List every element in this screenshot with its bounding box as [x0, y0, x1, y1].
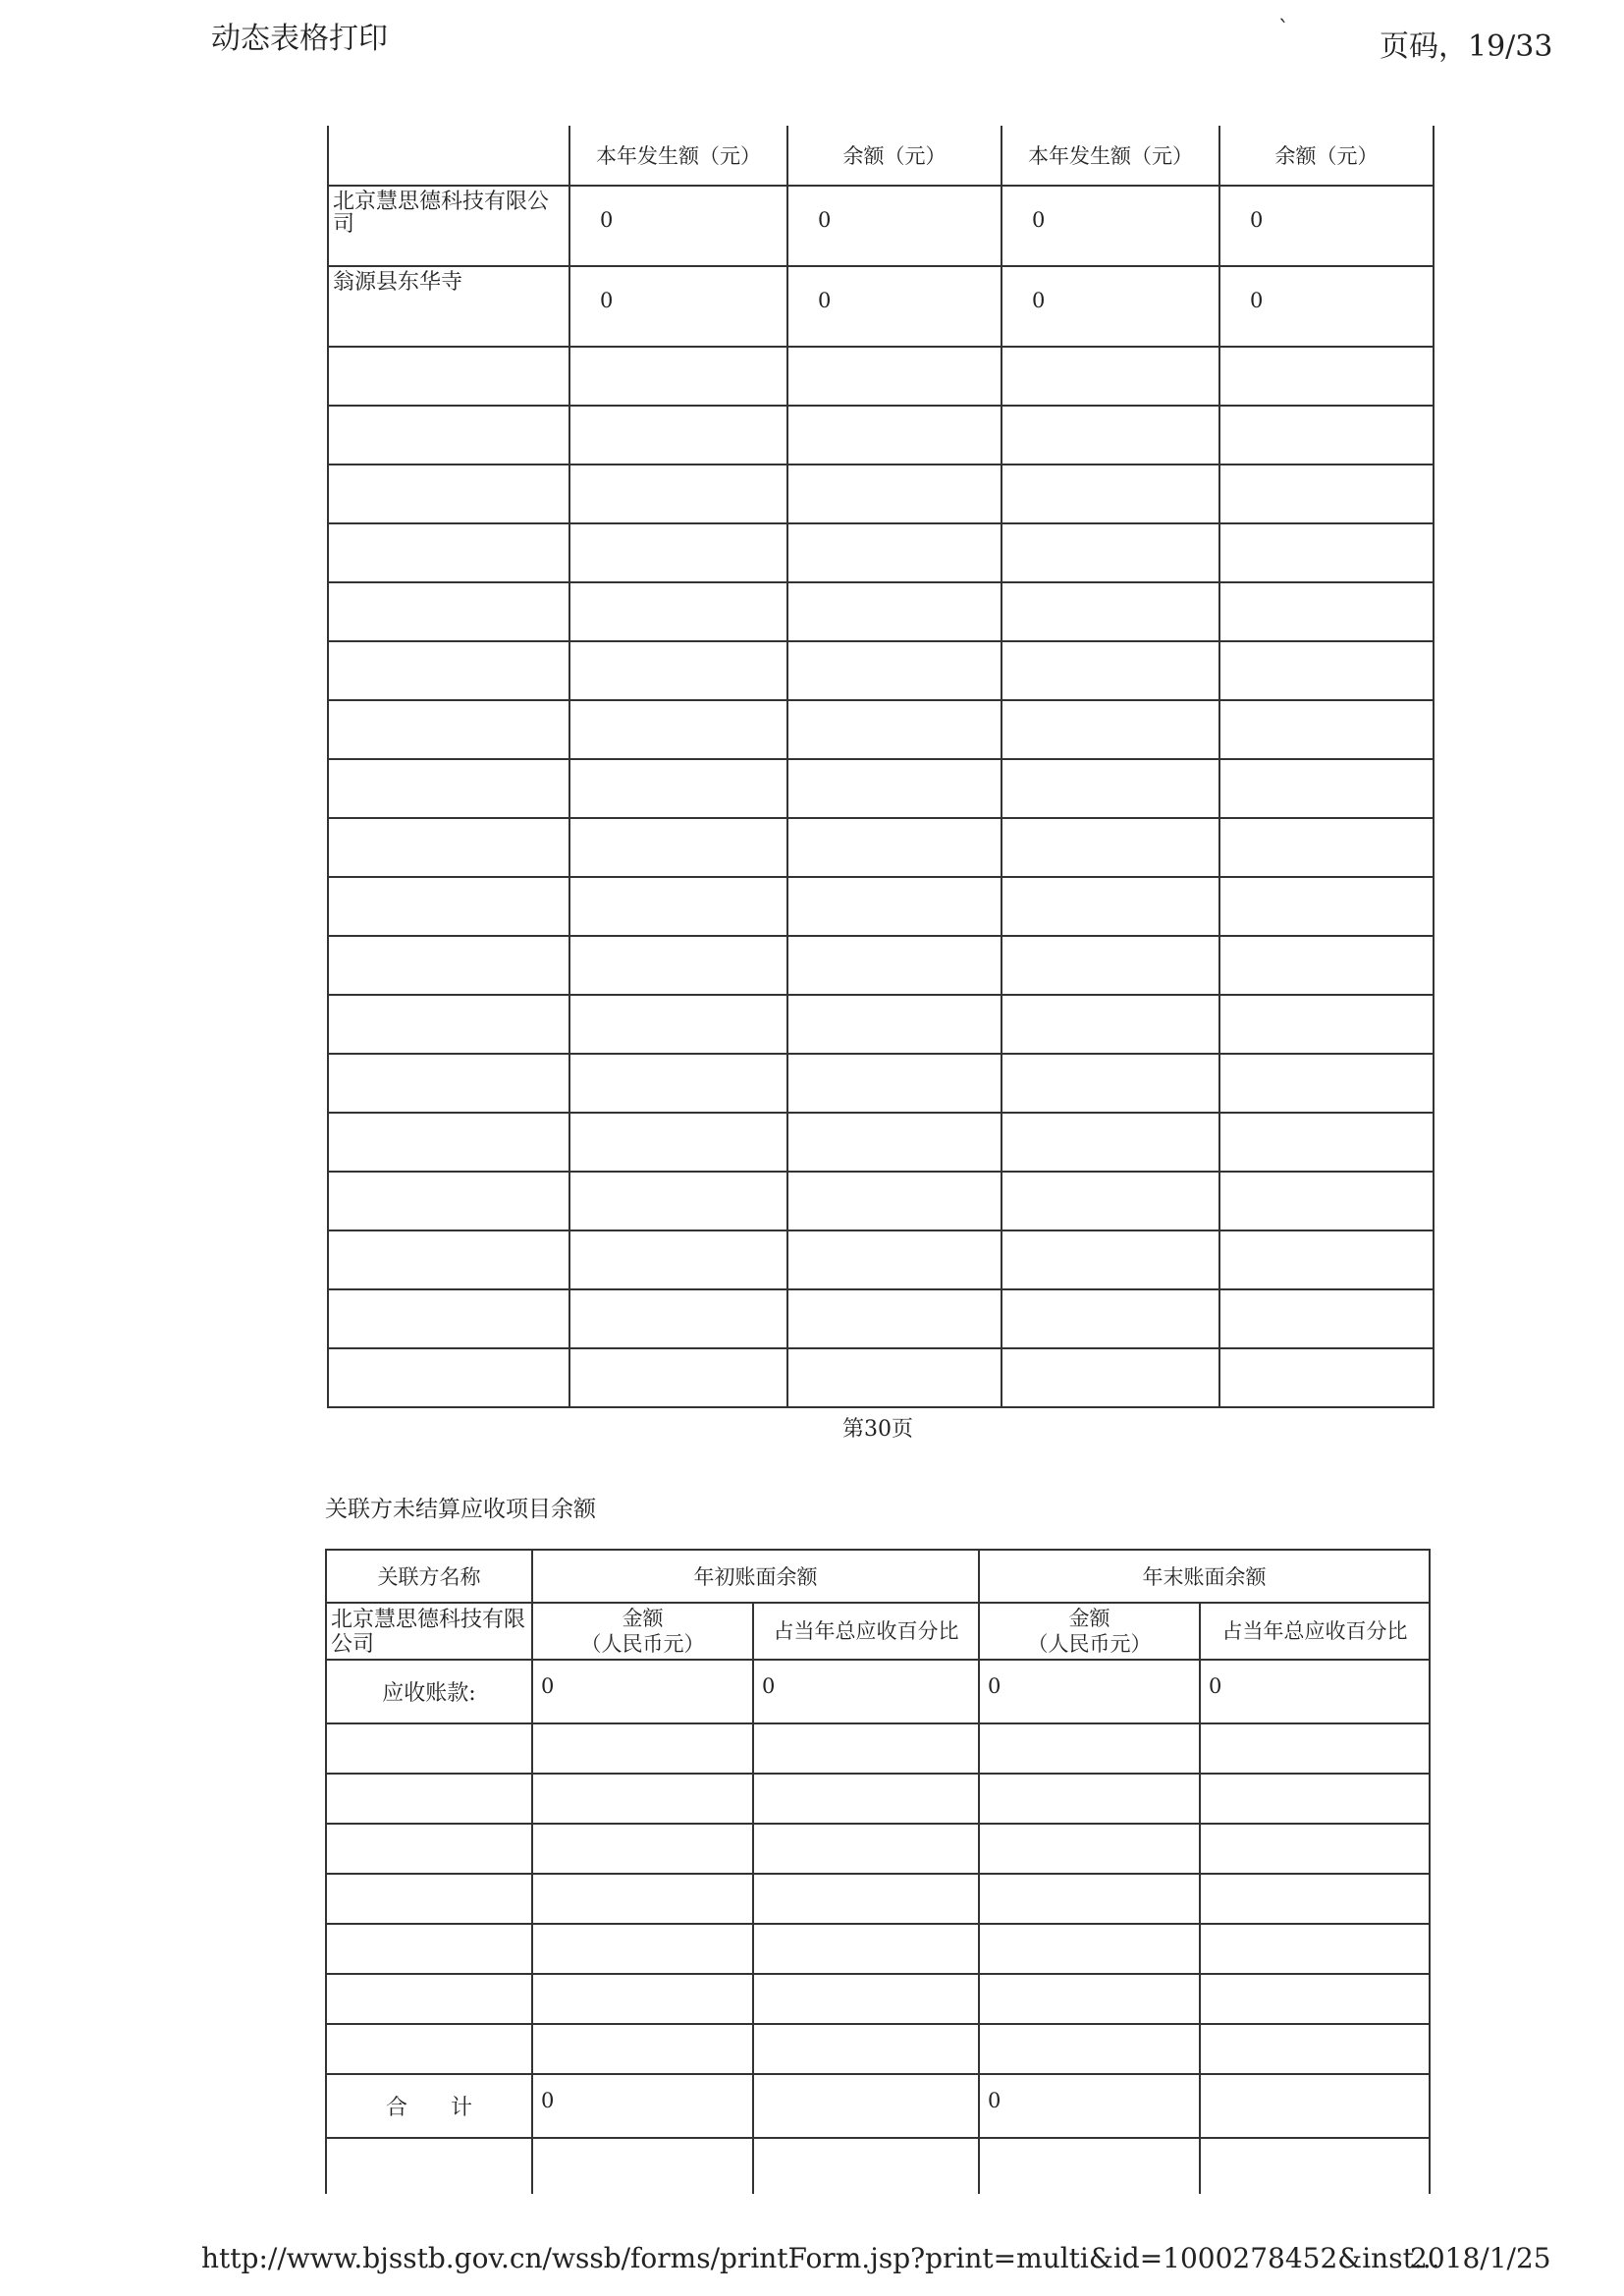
empty-cell: [787, 936, 1001, 995]
empty-cell: [569, 582, 787, 641]
empty-cell: [1219, 1348, 1434, 1407]
empty-cell: [1200, 2138, 1430, 2194]
header-cell: 余额（元）: [1219, 126, 1434, 186]
empty-cell: [979, 1874, 1200, 1924]
empty-cell: [328, 995, 569, 1054]
empty-cell: [1200, 2024, 1430, 2074]
empty-row: [326, 1974, 1430, 2024]
empty-cell: [328, 700, 569, 759]
empty-cell: [328, 759, 569, 818]
empty-cell: [753, 1824, 979, 1874]
empty-cell: [787, 641, 1001, 700]
value-cell: 0: [532, 1660, 753, 1723]
page-indicator: 页码，19/33: [1380, 29, 1553, 64]
empty-cell: [569, 877, 787, 936]
empty-cell: [787, 523, 1001, 582]
empty-row: [326, 1874, 1430, 1924]
empty-row: [328, 347, 1434, 406]
empty-cell: [1219, 1289, 1434, 1348]
percent-header: 占当年总应收百分比: [1200, 1603, 1430, 1660]
empty-row: [328, 700, 1434, 759]
empty-cell: [569, 1230, 787, 1289]
empty-cell: [1001, 877, 1219, 936]
empty-cell: [532, 1824, 753, 1874]
empty-cell: [787, 818, 1001, 877]
empty-cell: [787, 700, 1001, 759]
empty-row: [328, 406, 1434, 465]
empty-cell: [979, 1824, 1200, 1874]
percent-header: 占当年总应收百分比: [753, 1603, 979, 1660]
amount-label: 金额: [622, 1607, 664, 1630]
empty-cell: [1219, 936, 1434, 995]
empty-cell: [326, 1874, 532, 1924]
empty-cell: [787, 759, 1001, 818]
value-cell: 0: [1001, 186, 1219, 266]
total-begin-value: 0: [532, 2074, 753, 2138]
empty-cell: [1200, 1874, 1430, 1924]
footer-url: http://www.bjsstb.gov.cn/wssb/forms/printForm.jsp?print=multi&id=1000278452&inst...: [201, 2242, 1440, 2274]
empty-cell: [326, 1974, 532, 2024]
empty-cell: [1219, 818, 1434, 877]
empty-cell: [753, 2074, 979, 2138]
empty-cell: [1001, 582, 1219, 641]
empty-cell: [1001, 700, 1219, 759]
empty-cell: [328, 1172, 569, 1230]
total-label: 合 计: [326, 2074, 532, 2138]
empty-cell: [979, 2024, 1200, 2074]
page-label: 第30页: [842, 1417, 913, 1442]
empty-cell: [328, 936, 569, 995]
empty-cell: [328, 1289, 569, 1348]
header-cell: 本年发生额（元）: [569, 126, 787, 186]
empty-row: [326, 1924, 1430, 1974]
empty-cell: [328, 641, 569, 700]
amount-header: [979, 1603, 1200, 1660]
total-end-value: 0: [979, 2074, 1200, 2138]
empty-cell: [753, 1974, 979, 2024]
empty-row: [326, 1824, 1430, 1874]
empty-cell: [532, 1974, 753, 2024]
empty-cell: [532, 1924, 753, 1974]
empty-cell: [569, 523, 787, 582]
empty-row: [328, 818, 1434, 877]
value-cell: 0: [569, 186, 787, 266]
amount-label: 金额: [1068, 1607, 1110, 1630]
empty-cell: [328, 818, 569, 877]
begin-balance-header: 年初账面余额: [532, 1550, 979, 1603]
empty-cell: [326, 2138, 532, 2194]
empty-cell: [753, 1723, 979, 1774]
empty-row: [328, 1172, 1434, 1230]
empty-row: [328, 465, 1434, 523]
empty-cell: [532, 1723, 753, 1774]
empty-cell: [979, 1924, 1200, 1974]
empty-cell: [1219, 347, 1434, 406]
party-column-header: 关联方名称: [326, 1550, 532, 1603]
table-row: [326, 1660, 1430, 1723]
value-cell: 0: [753, 1660, 979, 1723]
empty-cell: [1001, 641, 1219, 700]
empty-row: [328, 877, 1434, 936]
empty-cell: [328, 1348, 569, 1407]
value-cell: 0: [787, 186, 1001, 266]
empty-cell: [569, 1054, 787, 1113]
amount-unit: （人民币元）: [580, 1632, 705, 1656]
receivables-table: [325, 1549, 1431, 2194]
empty-cell: [787, 1113, 1001, 1172]
empty-cell: [1200, 1723, 1430, 1774]
empty-cell: [1219, 523, 1434, 582]
empty-cell: [328, 523, 569, 582]
party-name: 北京慧思德科技有限公司: [328, 186, 569, 266]
empty-row: [328, 582, 1434, 641]
empty-cell: [753, 1774, 979, 1824]
empty-cell: [1001, 1172, 1219, 1230]
empty-cell: [569, 1289, 787, 1348]
empty-cell: [1001, 1113, 1219, 1172]
empty-cell: [753, 1924, 979, 1974]
empty-row: [326, 1774, 1430, 1824]
empty-cell: [1219, 641, 1434, 700]
empty-cell: [328, 1054, 569, 1113]
value-cell: 0: [1001, 266, 1219, 347]
empty-cell: [1001, 1054, 1219, 1113]
empty-cell: [787, 877, 1001, 936]
empty-cell: [532, 2024, 753, 2074]
empty-row: [328, 936, 1434, 995]
empty-cell: [532, 1774, 753, 1824]
empty-cell: [1219, 759, 1434, 818]
empty-row: [328, 1230, 1434, 1289]
amount-header: [532, 1603, 753, 1660]
end-balance-header: 年末账面余额: [979, 1550, 1430, 1603]
empty-cell: [787, 406, 1001, 465]
receivable-label: 应收账款:: [326, 1660, 532, 1723]
empty-cell: [787, 995, 1001, 1054]
empty-cell: [1219, 877, 1434, 936]
empty-row: [326, 1723, 1430, 1774]
header-cell: [328, 126, 569, 186]
empty-cell: [326, 1924, 532, 1974]
empty-cell: [753, 2138, 979, 2194]
empty-cell: [979, 2138, 1200, 2194]
empty-cell: [1001, 1348, 1219, 1407]
value-cell: 0: [1219, 186, 1434, 266]
empty-cell: [753, 1874, 979, 1924]
empty-rows: [328, 347, 1434, 1407]
empty-row: [328, 523, 1434, 582]
party-name: 北京慧思德科技有限公司: [326, 1603, 532, 1660]
empty-cell: [1001, 759, 1219, 818]
empty-cell: [1001, 347, 1219, 406]
header-cell: 本年发生额（元）: [1001, 126, 1219, 186]
empty-cell: [1001, 995, 1219, 1054]
empty-row: [328, 1054, 1434, 1113]
empty-row: [328, 1113, 1434, 1172]
empty-cell: [328, 877, 569, 936]
empty-cell: [979, 1974, 1200, 2024]
empty-cell: [1219, 406, 1434, 465]
empty-cell: [1200, 1924, 1430, 1974]
value-cell: 0: [1200, 1660, 1430, 1723]
empty-cell: [569, 465, 787, 523]
header-cell: 余额（元）: [787, 126, 1001, 186]
footer-date: 2018/1/25: [1410, 2242, 1551, 2274]
empty-cell: [328, 406, 569, 465]
empty-row: [328, 759, 1434, 818]
empty-cell: [1219, 995, 1434, 1054]
empty-cell: [1200, 1824, 1430, 1874]
empty-cell: [787, 1348, 1001, 1407]
empty-cell: [328, 582, 569, 641]
empty-cell: [787, 1172, 1001, 1230]
empty-cell: [787, 1054, 1001, 1113]
empty-cell: [569, 347, 787, 406]
empty-cell: [1001, 406, 1219, 465]
empty-cell: [569, 995, 787, 1054]
empty-row: [326, 2138, 1430, 2194]
table-header-row: [326, 1550, 1430, 1603]
stray-mark: ˋ: [1278, 18, 1289, 42]
empty-cell: [569, 641, 787, 700]
empty-cell: [326, 1774, 532, 1824]
empty-cell: [1001, 1289, 1219, 1348]
empty-cell: [569, 936, 787, 995]
amount-unit: （人民币元）: [1027, 1632, 1152, 1656]
empty-row: [326, 2024, 1430, 2074]
transactions-table: [327, 126, 1435, 1408]
table-row: [328, 266, 1434, 347]
empty-cell: [979, 1774, 1200, 1824]
empty-row: [328, 995, 1434, 1054]
table-subheader-row: [326, 1603, 1430, 1660]
empty-cell: [1219, 465, 1434, 523]
empty-cell: [569, 1348, 787, 1407]
print-title: 动态表格打印: [211, 22, 388, 56]
empty-cell: [1219, 1113, 1434, 1172]
empty-cell: [787, 582, 1001, 641]
empty-cell: [1001, 818, 1219, 877]
empty-cell: [569, 759, 787, 818]
empty-cell: [979, 1723, 1200, 1774]
empty-cell: [787, 1289, 1001, 1348]
empty-cell: [326, 2024, 532, 2074]
empty-cell: [1200, 1974, 1430, 2024]
empty-cell: [569, 700, 787, 759]
empty-cell: [787, 465, 1001, 523]
empty-cell: [1219, 1172, 1434, 1230]
empty-cell: [328, 1113, 569, 1172]
empty-cell: [328, 1230, 569, 1289]
empty-cell: [1219, 1054, 1434, 1113]
empty-cell: [326, 1824, 532, 1874]
empty-cell: [1001, 465, 1219, 523]
empty-cell: [1001, 1230, 1219, 1289]
empty-cell: [753, 2024, 979, 2074]
empty-cell: [569, 818, 787, 877]
party-name: 翁源县东华寺: [328, 266, 569, 347]
empty-cell: [1200, 1774, 1430, 1824]
value-cell: 0: [569, 266, 787, 347]
table-row: [328, 186, 1434, 266]
total-row: [326, 2074, 1430, 2138]
empty-cell: [1001, 523, 1219, 582]
empty-row: [328, 641, 1434, 700]
empty-cell: [569, 406, 787, 465]
empty-cell: [1219, 1230, 1434, 1289]
empty-cell: [569, 1113, 787, 1172]
empty-cell: [326, 1723, 532, 1774]
empty-row: [328, 1348, 1434, 1407]
empty-cell: [1200, 2074, 1430, 2138]
value-cell: 0: [1219, 266, 1434, 347]
empty-cell: [787, 347, 1001, 406]
empty-cell: [532, 1874, 753, 1924]
empty-cell: [328, 347, 569, 406]
empty-cell: [787, 1230, 1001, 1289]
empty-cell: [1001, 936, 1219, 995]
empty-rows: [326, 1723, 1430, 2074]
empty-cell: [569, 1172, 787, 1230]
empty-cell: [532, 2138, 753, 2194]
section-title: 关联方未结算应收项目余额: [325, 1497, 596, 1522]
empty-cell: [1219, 582, 1434, 641]
value-cell: 0: [979, 1660, 1200, 1723]
value-cell: 0: [787, 266, 1001, 347]
empty-cell: [328, 465, 569, 523]
empty-row: [328, 1289, 1434, 1348]
table-header-row: [328, 126, 1434, 186]
empty-cell: [1219, 700, 1434, 759]
